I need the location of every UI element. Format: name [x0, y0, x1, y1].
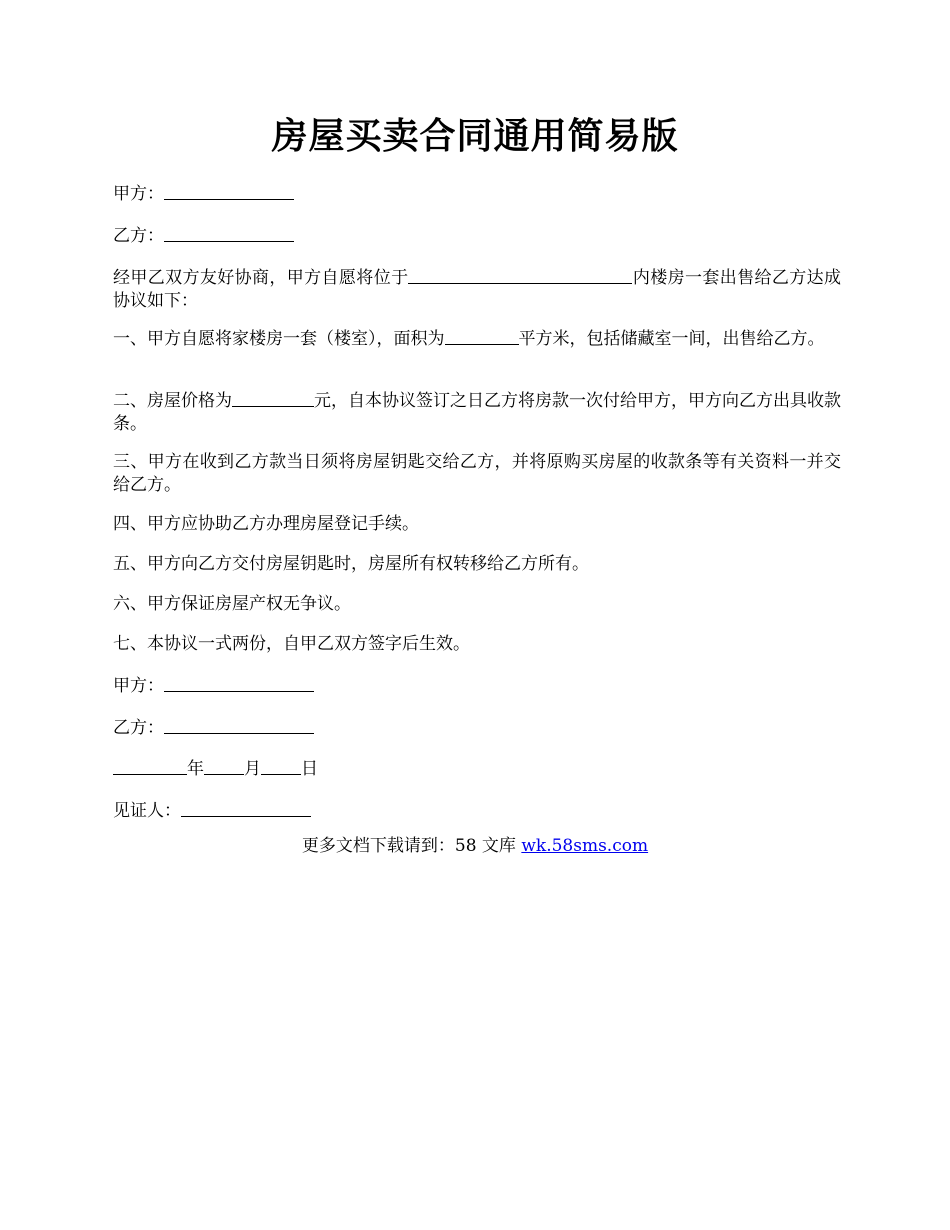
location-blank	[408, 266, 632, 284]
clause-6: 六、甲方保证房屋产权无争议。	[113, 594, 351, 614]
sign-party-a-blank	[164, 674, 314, 692]
witness-blank	[181, 799, 311, 817]
clause-2	[113, 388, 841, 436]
intro-text-before: 经甲乙双方友好协商，甲方自愿将位于	[113, 268, 409, 288]
footer-link[interactable]: wk.58sms.com	[521, 836, 649, 856]
date-line	[113, 756, 841, 781]
clause-1	[113, 326, 841, 351]
party-b-line	[113, 223, 841, 248]
clause-2-text-before: 二、房屋价格为	[113, 391, 232, 411]
clause-3: 三、甲方在收到乙方款当日须将房屋钥匙交给乙方，并将原购买房屋的收款条等有关资料一并交给乙方。	[113, 452, 841, 495]
year-label: 年	[187, 759, 204, 779]
clause-7: 七、本协议一式两份，自甲乙双方签字后生效。	[113, 634, 470, 654]
clause-2-text-after: 元，自本协议签订之日乙方将房款一次付给甲方，甲方向乙方出具收款条。	[113, 391, 841, 434]
clause-1-text-before: 一、甲方自愿将家楼房一套（楼室），面积为	[113, 329, 445, 349]
intro-paragraph	[113, 265, 841, 313]
area-blank	[445, 327, 519, 345]
day-label: 日	[301, 759, 318, 779]
party-a-blank	[164, 182, 294, 200]
party-a-label: 甲方：	[113, 184, 164, 204]
sign-party-a-line	[113, 673, 841, 698]
sign-party-b-label: 乙方：	[113, 718, 164, 738]
price-blank	[232, 389, 314, 407]
footer	[0, 835, 950, 858]
day-blank	[261, 757, 301, 775]
month-label: 月	[244, 759, 261, 779]
party-b-blank	[164, 224, 294, 242]
witness-line	[113, 798, 841, 823]
sign-party-a-label: 甲方：	[113, 676, 164, 696]
party-b-label: 乙方：	[113, 226, 164, 246]
clause-4: 四、甲方应协助乙方办理房屋登记手续。	[113, 514, 419, 534]
month-blank	[204, 757, 244, 775]
year-blank	[113, 757, 187, 775]
clause-1-text-after: 平方米，包括储藏室一间，出售给乙方。	[518, 329, 825, 349]
witness-label: 见证人：	[113, 801, 181, 821]
document-title: 房屋买卖合同通用简易版	[271, 115, 679, 157]
clause-5: 五、甲方向乙方交付房屋钥匙时，房屋所有权转移给乙方所有。	[113, 554, 589, 574]
footer-text: 更多文档下载请到：58 文库	[301, 836, 522, 856]
intro-text-after: 内楼房一套出售给乙方达成协议如下：	[113, 268, 842, 311]
sign-party-b-line	[113, 715, 841, 740]
sign-party-b-blank	[164, 716, 314, 734]
party-a-line	[113, 181, 841, 206]
